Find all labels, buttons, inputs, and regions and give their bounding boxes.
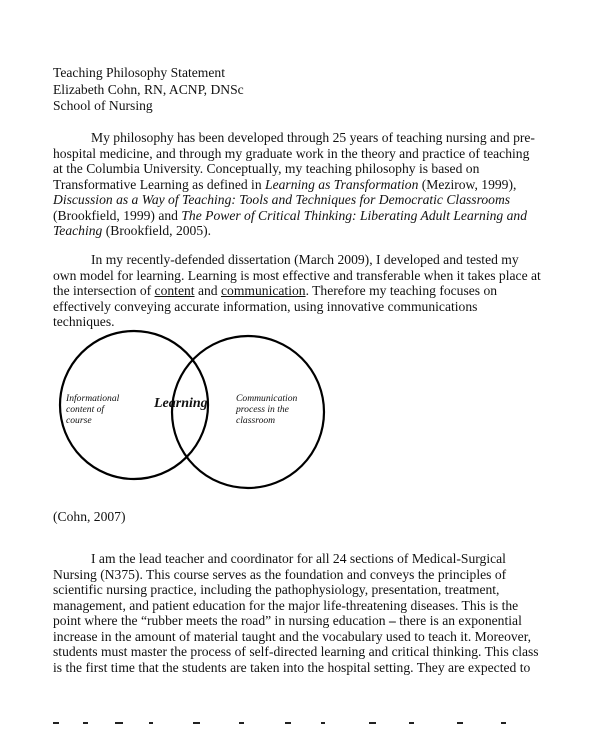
text-run: there is an exponential	[395, 613, 522, 628]
text-line: is the first time that the students are taken into the hospital setting. They are expected to	[53, 659, 531, 675]
venn-right-line: Communication	[236, 393, 298, 404]
text-line: In my recently-defended dissertation (March 2009), I developed and tested my	[91, 252, 519, 267]
text-line	[53, 192, 553, 208]
text-run: the intersection of	[53, 283, 155, 298]
book-title: Teaching	[53, 223, 103, 238]
text-line: own model for learning. Learning is most effective and transferable when it takes place at	[53, 267, 541, 283]
book-title: Learning as Transformation	[265, 176, 419, 192]
book-title: Discussion as a Way of Teaching: Tools and Techniques for Democratic Classrooms	[53, 192, 511, 207]
text-line	[53, 177, 553, 193]
venn-left-line: Informational	[66, 393, 120, 404]
text-line: scientific nursing practice, including the pathophysiology, presentation, treatment,	[53, 582, 500, 597]
text-line: I am the lead teacher and coordinator for all 24 sections of Medical-Surgical	[91, 551, 506, 566]
text-line: effectively conveying accurate information, using innovative communications	[53, 298, 478, 314]
venn-left-line: content of	[66, 404, 105, 415]
text-run: (Mezirow, 1999),	[418, 176, 517, 192]
text-line: Nursing (N375). This course serves as the foundation and conveys the principles of	[53, 566, 507, 582]
cut-off-text-line	[53, 712, 543, 724]
venn-diagram	[50, 328, 340, 501]
venn-left-label	[66, 393, 119, 426]
text-line: hospital medicine, and through my graduate work in the theory and practice of teaching	[53, 145, 530, 161]
text-line: at the Columbia University. Conceptually, my teaching philosophy is based on	[53, 161, 480, 176]
text-line	[53, 283, 553, 299]
text-run: (Brookfield, 2005).	[102, 223, 212, 238]
text-line	[53, 208, 553, 224]
venn-center-label: Learning	[154, 396, 208, 411]
text-run: . Therefore my teaching focuses on	[305, 283, 498, 298]
truncated-text-fragments	[53, 713, 543, 724]
author-name: Elizabeth Cohn, RN, ACNP, DNSc	[53, 81, 244, 97]
philosophy-paragraph	[53, 130, 553, 239]
text-line: students must master the process of self-directed learning and critical thinking. This class	[53, 644, 539, 659]
venn-right-label	[236, 393, 297, 426]
venn-left-line: course	[66, 415, 92, 426]
coordinator-paragraph	[53, 551, 553, 675]
document-title: Teaching Philosophy Statement	[53, 65, 225, 80]
text-line	[53, 223, 553, 239]
text-line	[53, 613, 553, 629]
dissertation-paragraph	[53, 252, 553, 330]
book-title: The Power of Critical Thinking: Liberating Adult Learning and	[181, 207, 528, 223]
underlined-term: content	[154, 283, 195, 298]
text-line: techniques.	[53, 314, 115, 329]
text-run: Transformative Learning as defined in	[53, 176, 266, 192]
text-run: point where the “rubber meets the road” in nursing education	[53, 613, 389, 628]
text-line: increase in the amount of material taught and the vocabulary used to teach it. Moreover,	[53, 628, 532, 644]
venn-right-line: process in the	[236, 404, 289, 415]
text-run: (Brookfield, 1999) and	[53, 207, 182, 223]
text-line: management, and patient education for the major life-threatening diseases. This is the	[53, 597, 519, 613]
diagram-citation: (Cohn, 2007)	[53, 509, 126, 524]
underlined-term: communication	[221, 283, 306, 298]
text-run: and	[194, 283, 221, 298]
school-name: School of Nursing	[53, 98, 153, 113]
venn-right-line: classroom	[236, 415, 276, 426]
text-line: My philosophy has been developed through 25 years of teaching nursing and pre-	[91, 130, 535, 145]
em-dash: –	[388, 613, 396, 628]
document-header	[53, 65, 244, 115]
